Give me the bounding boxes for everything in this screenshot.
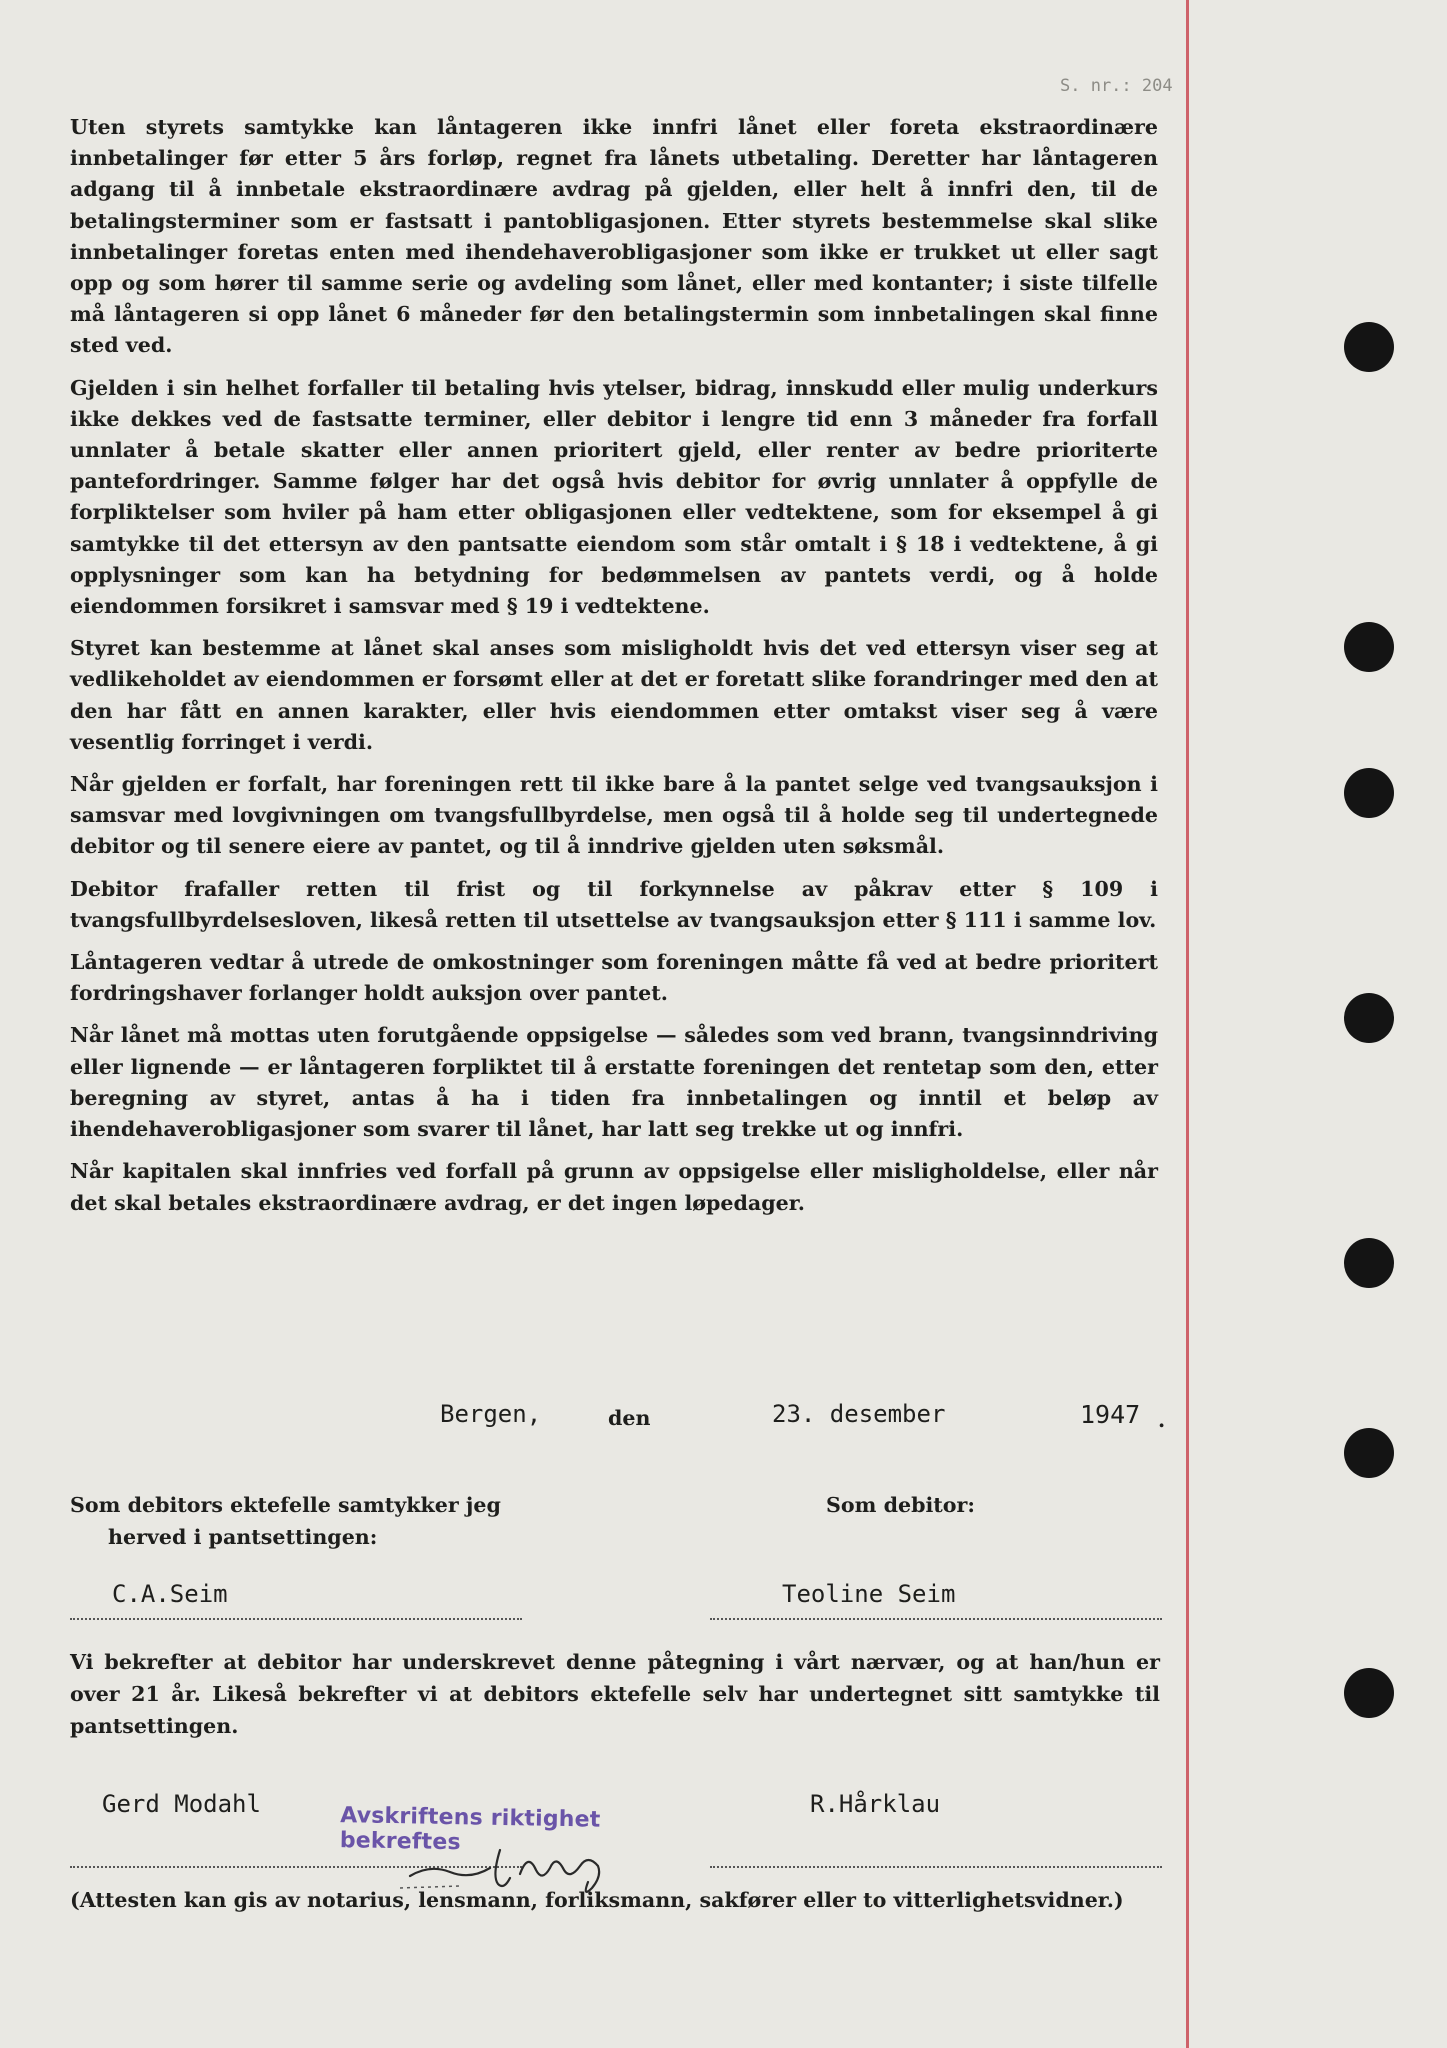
spouse-consent-label-line1: Som debitors ektefelle samtykker jeg [70, 1493, 501, 1517]
place-name: Bergen, [440, 1400, 542, 1428]
witness-2-signature: R.Hårklau [810, 1790, 941, 1818]
date-value: 23. desember [772, 1400, 946, 1428]
punch-hole-6 [1344, 1428, 1394, 1478]
paragraph-foreclosure: Når gjelden er forfalt, har foreningen rett til ikke bare å la pantet selge ved tvangsauksjon i samsvar med lovgivningen om tvangsfullbyrdelse, men også til å holde seg til undertegnede debitor og til senere eiere av pantet, og til å inndrive gjelden uten søksmål. [70, 772, 1158, 859]
year-value: 1947 [1080, 1400, 1141, 1429]
page-number: S. nr.: 204 [1060, 76, 1173, 96]
punch-hole-2 [1344, 622, 1394, 672]
year-period: . [1158, 1408, 1166, 1432]
punch-hole-7 [1344, 1668, 1394, 1718]
witness-statement: Vi bekrefter at debitor har underskrevet denne påtegning i vårt nærvær, og at han/hun er over 21 år. Likeså bekrefter vi at debitors ektefelle selv har undertegnet sitt samtykke til pantsettingen. [70, 1650, 1160, 1738]
paragraph-costs: Låntageren vedtar å utrede de omkostninger som foreningen måtte få ved at bedre prioritert fordringshaver forlanger holdt auksjon over pantet. [70, 950, 1158, 1006]
debtor-signature-line [710, 1618, 1162, 1620]
paragraph-early-repayment: Uten styrets samtykke kan låntageren ikke innfri lånet eller foreta ekstraordinære innbetalinger før etter 5 års forløp, regnet fra lånets utbetaling. Deretter har låntageren adgang til å innbetale ekstraordinære avdrag på gjelden, eller helt å innfri den, til de betalingsterminer som er fastsatt i pantobligasjonen. Etter styrets bestemmelse skal slike innbetalinger foretas enten med ihendehaverobligasjoner som ikke er trukket ut eller sagt opp og som hører til samme serie og avdeling som lånet, eller med kontanter; i siste tilfelle må låntageren si opp lånet 6 måneder før den betalingstermin som innbetalingen skal finne sted ved. [70, 115, 1158, 358]
red-margin-line [1186, 0, 1189, 2048]
punch-hole-1 [1344, 322, 1394, 372]
paragraph-default: Styret kan bestemme at lånet skal anses som misligholdt hvis det ved ettersyn viser seg at vedlikeholdet av eiendommen er forsømt eller at det er foretatt slike forandringer med den at den har fått en annen karakter, eller hvis eiendommen etter omtakst viser seg å være vesentlig forringet i verdi. [70, 636, 1158, 754]
spouse-consent-label-line2: herved i pantsettingen: [108, 1525, 378, 1549]
stamp-text: Avskriftens riktighet bekreftes [339, 1803, 601, 1856]
spouse-signature: C.A.Seim [112, 1580, 228, 1608]
punch-hole-3 [1344, 768, 1394, 818]
witness-1-signature: Gerd Modahl [102, 1790, 261, 1818]
place-date-line [440, 1400, 1180, 1440]
paragraph-notice-waiver: Debitor frafaller retten til frist og til forkynnelse av påkrav etter § 109 i tvangsfullbyrdelsesloven, likeså retten til utsettelse av tvangsauksjon etter § 111 i samme lov. [70, 876, 1158, 932]
paragraph-no-grace-days: Når kapitalen skal innfries ved forfall på grunn av oppsigelse eller misligholdelse, eller når det skal betales ekstraordinære avdrag, er det ingen løpedager. [70, 1159, 1158, 1215]
footer-note: (Attesten kan gis av notarius, lensmann, forliksmann, sakfører eller to vitterlighetsvidner.) [70, 1888, 1124, 1912]
terms-body [70, 112, 1158, 1230]
punch-hole-4 [1344, 993, 1394, 1043]
punch-hole-5 [1344, 1238, 1394, 1288]
paragraph-debt-due: Gjelden i sin helhet forfaller til betaling hvis ytelser, bidrag, innskudd eller mulig underkurs ikke dekkes ved de fastsatte terminer, eller debitor i lengre tid enn 3 måneder fra forfall unnlater å betale skatter eller annen prioritert gjeld, eller renter av bedre prioriterte pantefordringer. Samme følger har det også hvis debitor for øvrig unnlater å oppfylle de forpliktelser som hviler på ham etter obligasjonen eller vedtektene, som for eksempel å gi samtykke til det ettersyn av den pantsatte eiendom som står omtalt i § 18 i vedtektene, å gi opplysninger som kan ha betydning for bedømmelsen av pantets verdi, og å holde eiendommen forsikret i samsvar med § 19 i vedtektene. [70, 375, 1158, 619]
paragraph-interest-loss: Når lånet må mottas uten forutgående oppsigelse — således som ved brann, tvangsinndriving eller lignende — er låntageren forpliktet til å erstatte foreningen det rentetap som den, etter beregning av styret, antas å ha i tiden fra innbetalingen og inntil et beløp av ihendehaverobligasjoner som svarer til lånet, har latt seg trekke ut og innfri. [70, 1023, 1158, 1142]
witness-2-line [710, 1866, 1162, 1868]
debtor-label: Som debitor: [826, 1493, 975, 1517]
debtor-signature: Teoline Seim [782, 1580, 956, 1608]
den-label: den [608, 1406, 651, 1430]
spouse-signature-line [70, 1618, 522, 1620]
